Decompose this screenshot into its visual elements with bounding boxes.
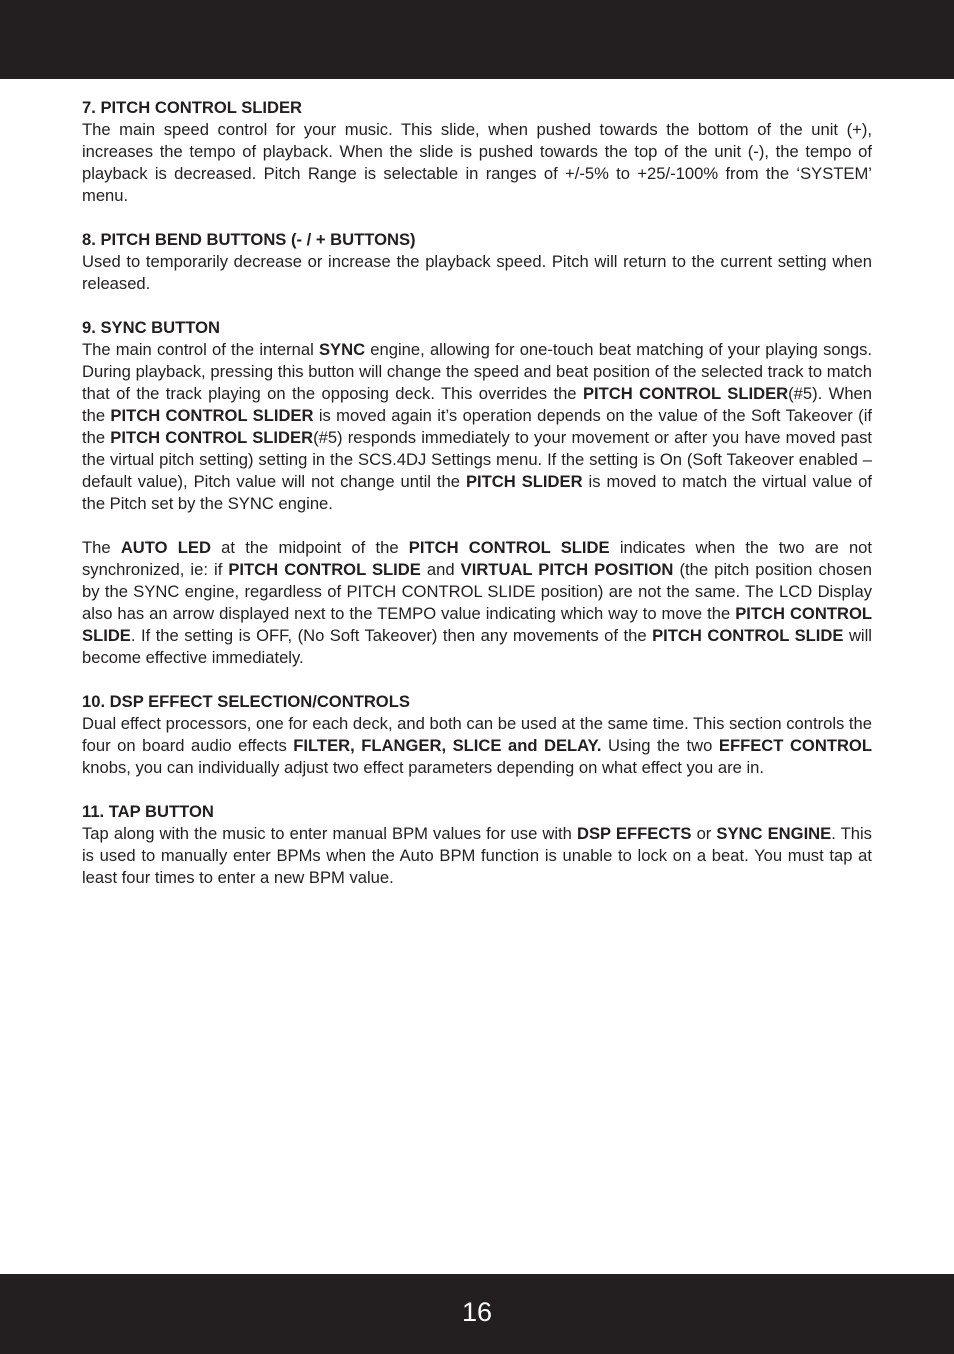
bold-term: PITCH CONTROL SLIDER	[582, 384, 789, 403]
manual-page-content	[82, 97, 872, 911]
bold-term: PITCH CONTROL SLIDER	[110, 406, 314, 425]
text-run: knobs, you can individually adjust two effect parameters depending on what effect you are in.	[82, 758, 764, 777]
section-sync-button	[82, 317, 872, 515]
section-paragraph	[82, 537, 872, 669]
text-run: and	[420, 560, 461, 579]
bold-term: PITCH SLIDER	[465, 472, 583, 491]
section-paragraph	[82, 713, 872, 779]
bold-term: PITCH CONTROL SLIDE	[652, 626, 844, 645]
section-heading: 7. PITCH CONTROL SLIDER	[82, 98, 303, 117]
text-run: . If the setting is OFF, (No Soft Takeover) then any movements of the	[130, 626, 653, 645]
text-run: engine, allowing for one-touch beat matching of your playing songs. During playback, pressing this button will change the speed and beat position of the selected track to match that of the track playing on the opposing deck. This overrides the	[82, 340, 872, 403]
text-run: (#5) responds immediately to your movement or after you have moved past the virtual pitch setting) setting in the SCS.4DJ Settings menu. If the setting is On (Soft Takeover enabled – default value), Pitch value will not change until the	[82, 428, 873, 491]
bold-term: PITCH CONTROL SLIDE	[408, 538, 610, 557]
footer-bar	[0, 1274, 954, 1354]
section-paragraph	[82, 119, 872, 207]
text-run: The main control of the internal	[82, 340, 319, 359]
section-tap-button	[82, 801, 872, 889]
text-run: Dual effect processors, one for each deck, and both can be used at the same time. This section controls the four on board audio effects	[82, 714, 872, 755]
section-heading: 11. TAP BUTTON	[82, 802, 214, 821]
section-heading: 9. SYNC BUTTON	[82, 318, 220, 337]
header-bar	[0, 0, 954, 79]
text-run: indicates when the two are not synchronized, ie: if	[82, 538, 873, 579]
text-run: (the pitch position chosen by the SYNC engine, regardless of PITCH CONTROL SLIDE position) are not the same. The LCD Display also has an arrow displayed next to the TEMPO value indicating which way to move the	[82, 560, 872, 623]
bold-term: SYNC ENGINE	[716, 824, 832, 843]
bold-term: SYNC	[318, 340, 366, 359]
text-run: The main speed control for your music. This slide, when pushed towards the bottom of the unit (+), increases the tempo of playback. When the slide is pushed towards the top of the unit (-), the tempo of playback is decreased. Pitch Range is selectable in ranges of +/-5% to +25/-100% from the ‘SYSTEM’ menu.	[82, 120, 872, 205]
text-run: or	[691, 824, 717, 843]
section-pitch-bend-buttons	[82, 229, 872, 295]
text-run: at the midpoint of the	[210, 538, 409, 557]
text-run: . This is used to manually enter BPMs when the Auto BPM function is unable to lock on a beat. You must tap at least four times to enter a new BPM value.	[82, 824, 872, 887]
bold-term: DSP EFFECTS	[577, 824, 692, 843]
bold-term: FILTER, FLANGER, SLICE and DELAY.	[293, 736, 602, 755]
section-pitch-control-slider	[82, 97, 872, 207]
bold-term: EFFECT CONTROL	[718, 736, 872, 755]
section-paragraph	[82, 823, 872, 889]
text-run: will become effective immediately.	[82, 626, 872, 667]
bold-term: VIRTUAL PITCH POSITION	[460, 560, 674, 579]
section-heading: 10. DSP EFFECT SELECTION/CONTROLS	[82, 692, 410, 711]
section-paragraph	[82, 251, 872, 295]
section-paragraph	[82, 339, 872, 515]
text-run: Used to temporarily decrease or increase the playback speed. Pitch will return to the current setting when released.	[82, 252, 872, 293]
page-number: 16	[461, 1297, 493, 1327]
text-run: Using the two	[601, 736, 719, 755]
bold-term: AUTO LED	[120, 538, 211, 557]
bold-term: PITCH CONTROL SLIDE	[228, 560, 421, 579]
text-run: (#5). When the	[82, 384, 873, 425]
text-run: is moved to match the virtual value of the Pitch set by the SYNC engine.	[82, 472, 872, 513]
text-run: is moved again it’s operation depends on the value of the Soft Takeover (if the	[82, 406, 873, 447]
section-heading: 8. PITCH BEND BUTTONS (- / + BUTTONS)	[82, 230, 416, 249]
section-auto-led	[82, 537, 872, 669]
text-run: The	[82, 538, 121, 557]
bold-term: PITCH CONTROL SLIDE	[82, 604, 872, 645]
bold-term: PITCH CONTROL SLIDER	[110, 428, 314, 447]
section-dsp-effect-controls	[82, 691, 872, 779]
text-run: Tap along with the music to enter manual BPM values for use with	[82, 824, 577, 843]
